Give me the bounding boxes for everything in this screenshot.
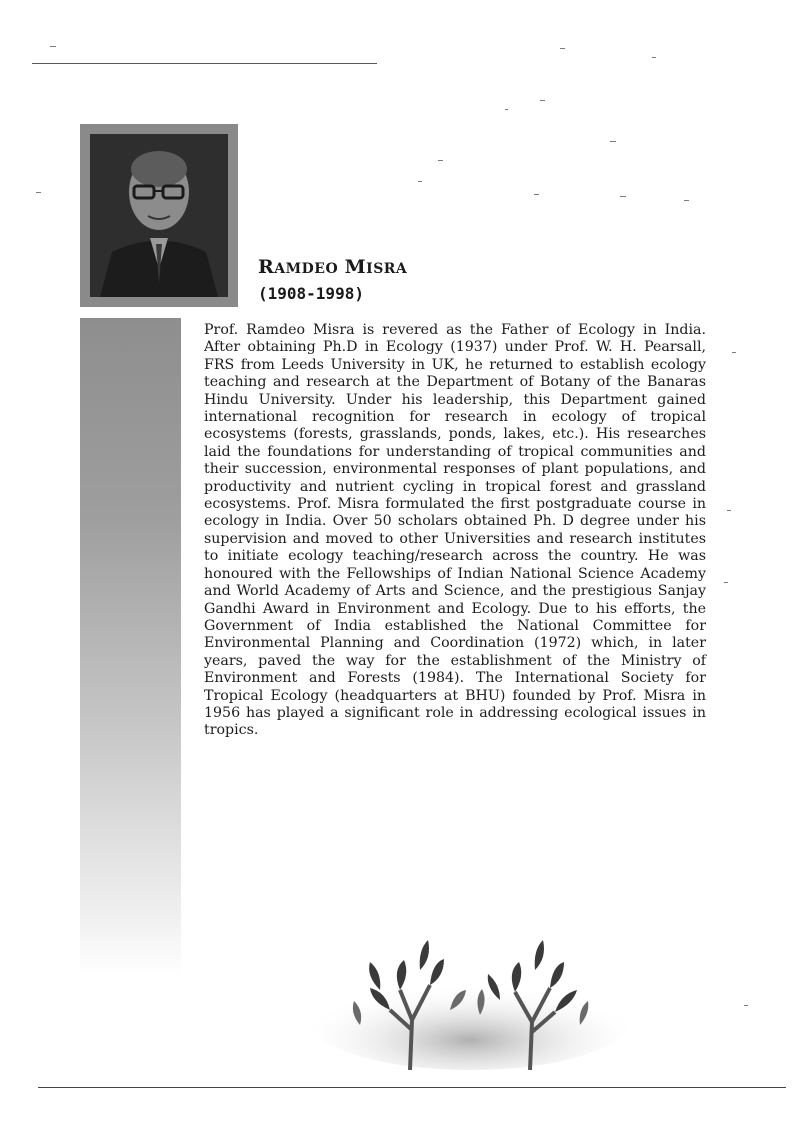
scan-speck <box>534 194 539 195</box>
scan-speck <box>610 141 616 142</box>
top-rule <box>32 63 377 64</box>
tree-illustration-icon <box>300 930 640 1070</box>
scan-speck <box>36 192 41 193</box>
scan-speck <box>744 1005 748 1006</box>
portrait-icon <box>90 134 228 297</box>
biography-text: Prof. Ramdeo Misra is revered as the Father of Ecology in India. After obtaining Ph.D in Ecology (1937) under Prof. W. H. Pearsall, FRS from Leeds University in UK, he returned to establish ecology teaching and research at the Department of Botany of the Banaras Hindu University. Under his leadership, this Department gained international recognition for research in ecology of tropical ecosystems (forests, grasslands, ponds, lakes, etc.). His researches laid the foundations for understanding of tropical communities and their succession, environmental responses of plant populations, and productivity and nutrient cycling in tropical forest and grassland ecosystems. Prof. Misra formulated the first postgraduate course in ecology in India. Over 50 scholars obtained Ph. D degree under his supervision and moved to other Universities and research institutes to initiate ecology teaching/research across the country. He was honoured with the Fellowships of Indian National Science Academy and World Academy of Arts and Science, and the prestigious Sanjay Gandhi Award in Environment and Ecology. Due to his efforts, the Government of India established the National Committee for Environmental Planning and Coordination (1972) which, in later years, paved the way for the establishment of the Ministry of Environment and Forests (1984). The International Society for Tropical Ecology (headquarters at BHU) founded by Prof. Misra in 1956 has played a significant role in addressing ecological issues in tropics. <box>204 322 706 739</box>
decorative-side-bar <box>80 318 181 978</box>
last-name: MISRA <box>344 256 408 278</box>
scan-speck <box>418 181 422 182</box>
scan-speck <box>732 352 736 353</box>
scan-speck <box>724 582 728 583</box>
first-name: RAMDEO <box>258 256 339 278</box>
scan-speck <box>684 200 689 201</box>
scan-speck <box>620 196 626 197</box>
scan-speck <box>727 510 731 511</box>
scan-speck <box>438 160 443 161</box>
scan-speck <box>50 46 56 47</box>
portrait-frame <box>80 124 238 307</box>
bottom-rule <box>38 1087 786 1088</box>
scan-speck <box>505 109 508 110</box>
scan-speck <box>540 100 545 101</box>
person-name <box>258 256 407 278</box>
life-years: (1908-1998) <box>258 284 364 303</box>
scan-speck <box>652 57 656 58</box>
portrait-photo <box>90 134 228 297</box>
scan-speck <box>560 48 565 49</box>
